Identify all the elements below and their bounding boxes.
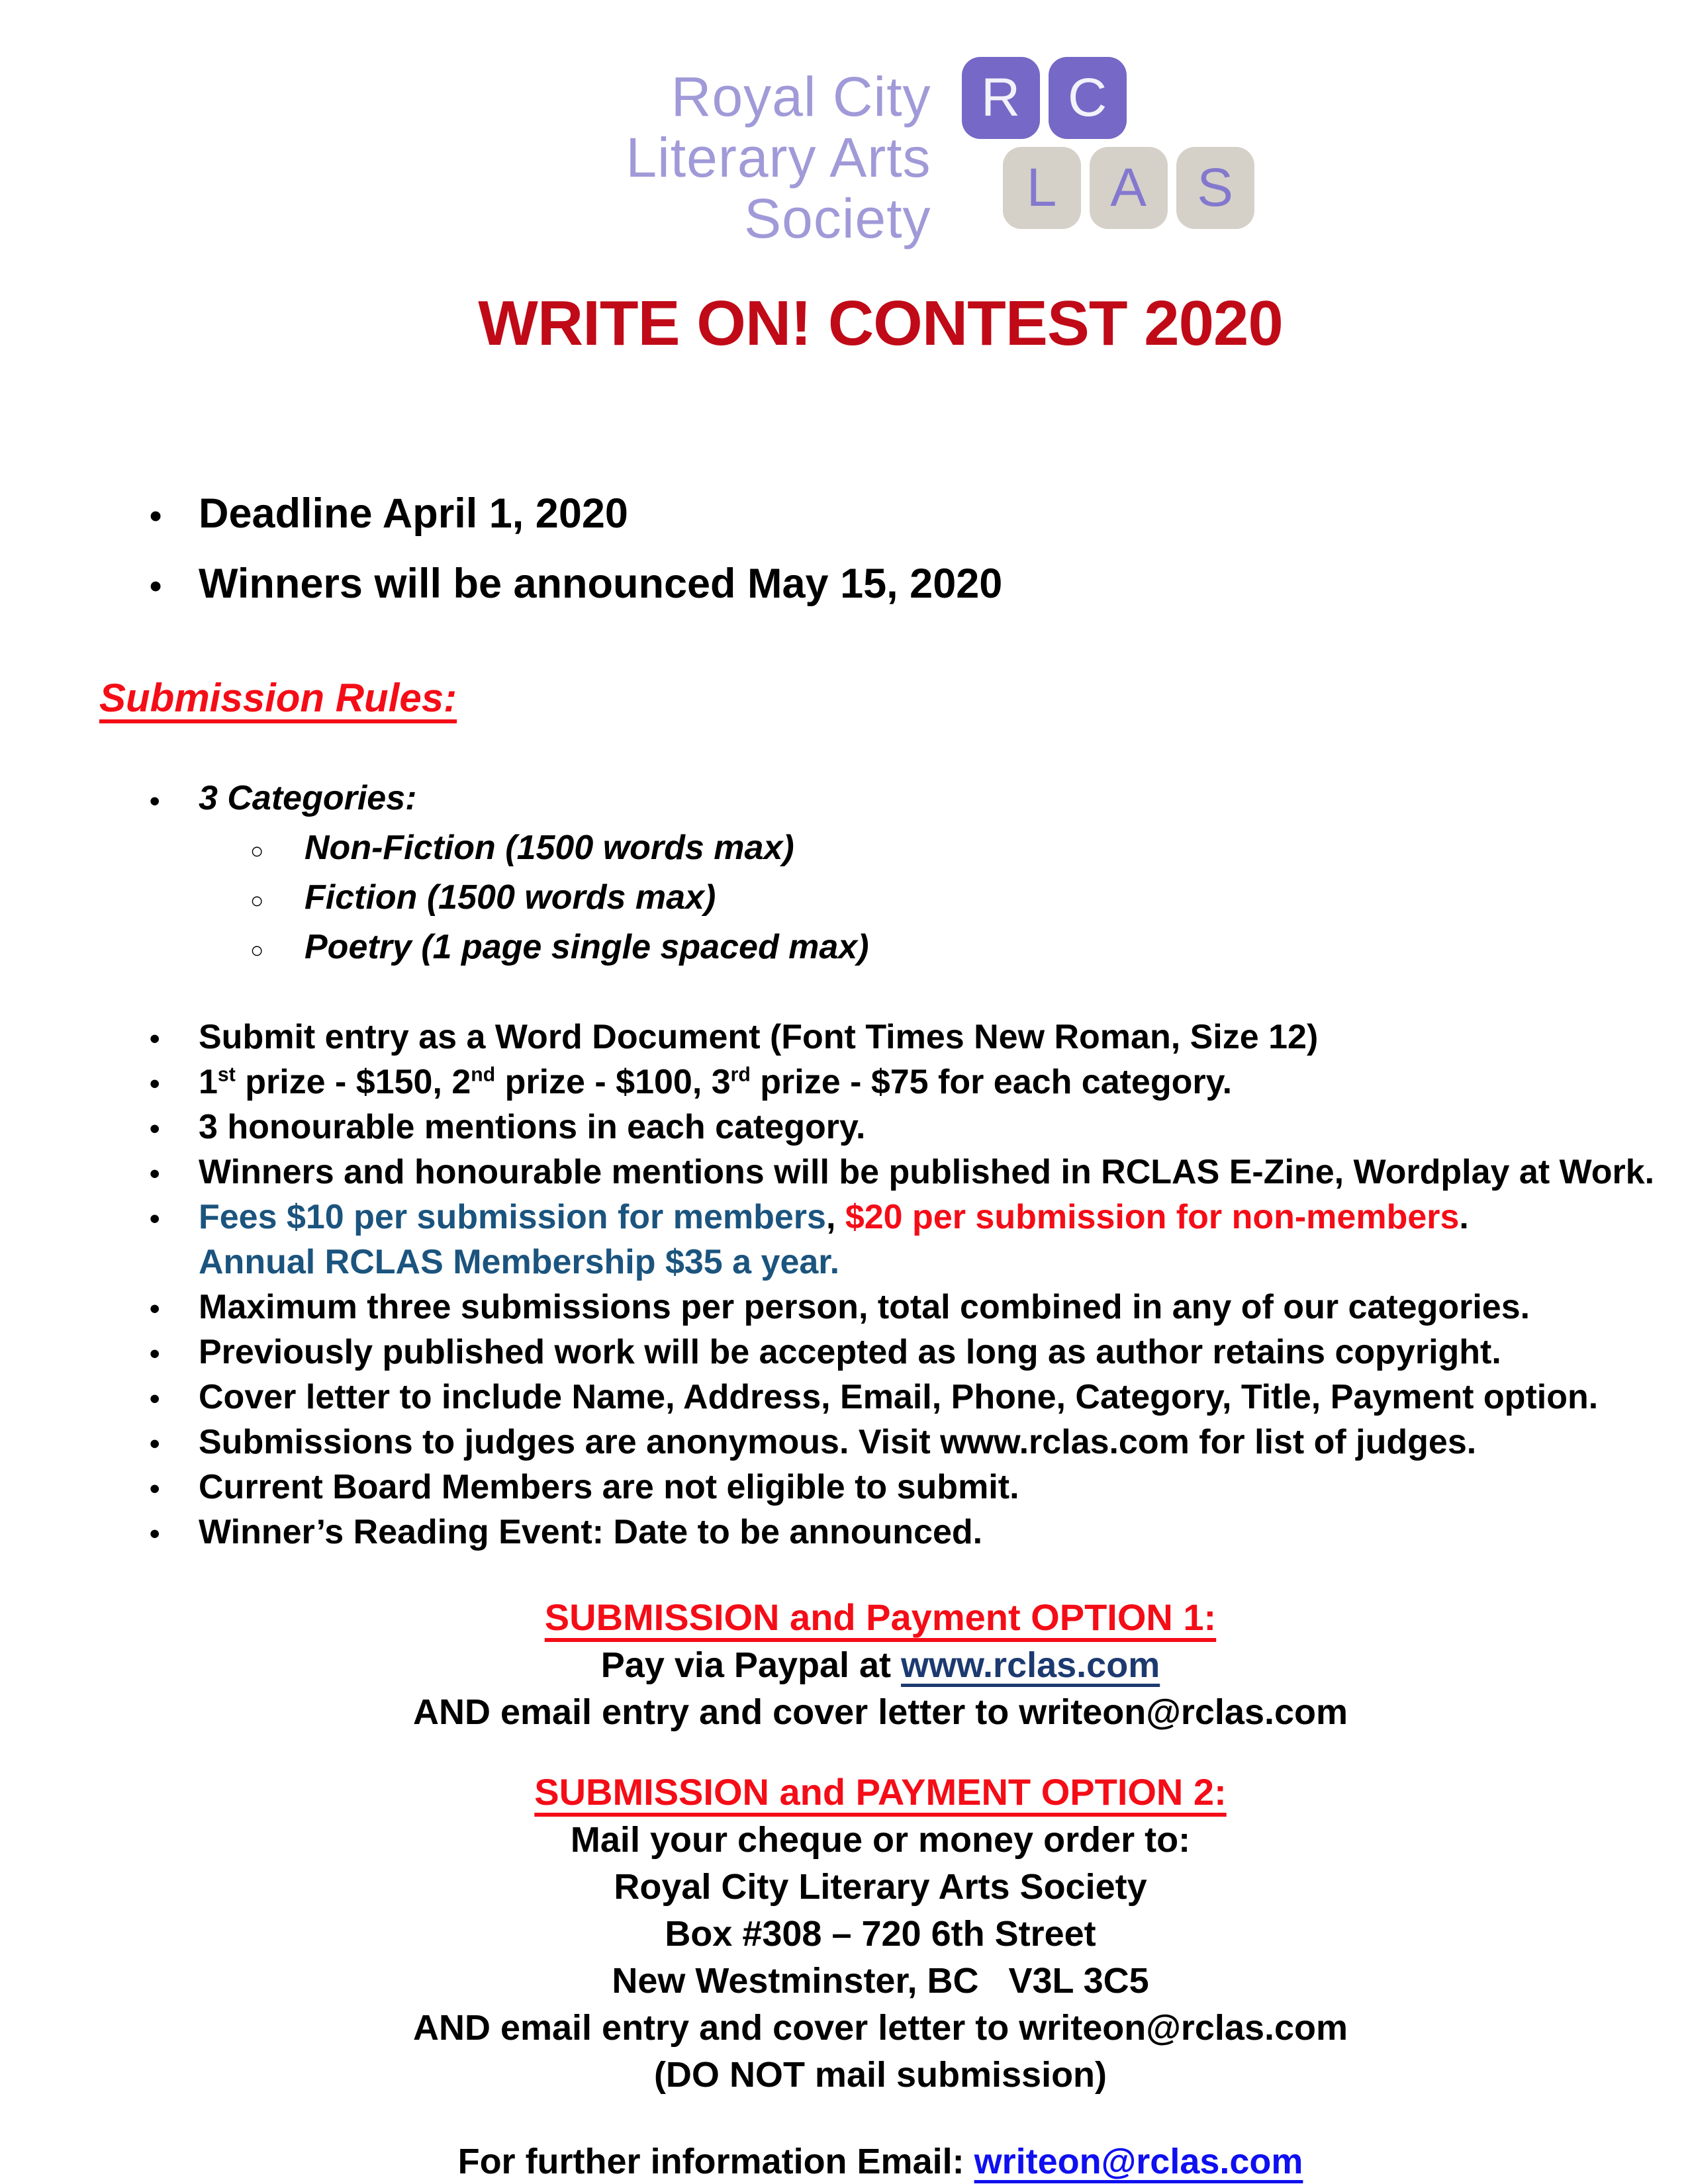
bullet-honourable-mentions (99, 1105, 1662, 1150)
logo-tile-r: R (962, 57, 1040, 139)
option1-paypal-line (99, 1642, 1662, 1689)
logo-tile-a: A (1090, 147, 1168, 229)
categories-list (99, 774, 1662, 972)
category-poetry-text: Poetry (1 page single spaced max) (305, 928, 869, 966)
bullet-cover-letter (99, 1375, 1662, 1420)
cover-letter-text: Cover letter to include Name, Address, Email, Phone, Category, Title, Payment option. (199, 1378, 1599, 1416)
rclas-website-link[interactable]: www.rclas.com (901, 1645, 1160, 1685)
bullet-winners-announcement (99, 560, 1662, 608)
prize-sup-nd: nd (471, 1064, 496, 1086)
max-submissions-text: Maximum three submissions per person, total combined in any of our categories. (199, 1288, 1530, 1326)
categories-label-text: 3 Categories: (199, 779, 417, 817)
option2-heading-text: SUBMISSION and PAYMENT OPTION 2: (534, 1771, 1227, 1813)
submission-rules-heading (99, 675, 1662, 721)
bullet-category-poetry (99, 923, 1662, 972)
bullet-winners-reading-event (99, 1510, 1662, 1555)
deadline-text: Deadline April 1, 2020 (199, 490, 628, 537)
prize-text: prize - $100, 3 (495, 1063, 731, 1101)
prize-sup-st: st (217, 1064, 236, 1086)
winners-reading-event-text: Winner’s Reading Event: Date to be announced. (199, 1513, 983, 1551)
submission-option-2 (99, 1768, 1662, 2099)
logo-tile-row-top (962, 57, 1254, 139)
logo-org-name (626, 66, 931, 249)
option2-mail-instruction-line: Mail your cheque or money order to: (570, 1820, 1191, 1860)
logo-org-line-2: Literary Arts (626, 126, 931, 189)
rclas-logo (159, 66, 1688, 249)
option1-heading-text: SUBMISSION and Payment OPTION 1: (544, 1596, 1217, 1638)
option1-email-line: AND email entry and cover letter to writeon@rclas.com (412, 1692, 1348, 1732)
footer-contact-text: For further information Email: (457, 2142, 974, 2181)
bullet-submit-format (99, 1015, 1662, 1060)
winners-announcement-text: Winners will be announced May 15, 2020 (199, 561, 1003, 607)
option2-box-address-line: Box #308 – 720 6th Street (665, 1914, 1096, 1954)
contact-email-link[interactable]: writeon@rclas.com (974, 2142, 1303, 2181)
honourable-mentions-text: 3 honourable mentions in each category. (199, 1108, 866, 1146)
bullet-category-fiction (99, 873, 1662, 923)
bullet-prizes (99, 1060, 1662, 1105)
bullet-deadline (99, 490, 1662, 537)
submit-format-text: Submit entry as a Word Document (Font Times New Roman, Size 12) (199, 1018, 1319, 1056)
bullet-fees (99, 1195, 1662, 1285)
bullet-publication (99, 1150, 1662, 1195)
prize-text: prize - $150, 2 (235, 1063, 471, 1101)
option2-email-line: AND email entry and cover letter to writeon@rclas.com (412, 2008, 1348, 2048)
fees-period-text: . (1459, 1198, 1469, 1236)
publication-text: Winners and honourable mentions will be published in RCLAS E-Zine, Wordplay at Work. (199, 1153, 1655, 1191)
bullet-board-members (99, 1465, 1662, 1510)
contest-title: WRITE ON! CONTEST 2020 (478, 288, 1283, 359)
submission-rules-heading-text: Submission Rules: (99, 676, 457, 720)
footer-contact (99, 2141, 1662, 2182)
prize-text: prize - $75 for each category. (750, 1063, 1233, 1101)
logo-tile-c: C (1049, 57, 1127, 139)
bullet-anonymous-judging (99, 1420, 1662, 1465)
category-fiction-text: Fiction (1500 words max) (305, 878, 716, 917)
prize-text: 1 (199, 1063, 218, 1101)
option2-no-mail-line: (DO NOT mail submission) (653, 2055, 1107, 2095)
option2-city-postal-line: New Westminster, BC V3L 3C5 (612, 1961, 1149, 2001)
logo-org-line-1: Royal City (671, 66, 931, 128)
bullet-category-nonfiction (99, 823, 1662, 873)
logo-tile-s: S (1176, 147, 1254, 229)
option1-paypal-text: Pay via Paypal at (600, 1645, 902, 1685)
rules-list (99, 1015, 1662, 1555)
previously-published-text: Previously published work will be accepted as long as author retains copyright. (199, 1333, 1501, 1371)
prize-sup-rd: rd (730, 1064, 751, 1086)
bullet-previously-published (99, 1330, 1662, 1375)
intro-bullet-list (99, 490, 1662, 608)
fees-nonmembers-text: $20 per submission for non-members (845, 1198, 1460, 1236)
submission-option-1 (99, 1593, 1662, 1736)
logo-tile-row-bottom (1003, 147, 1254, 229)
option2-heading (99, 1768, 1662, 1817)
logo-org-line-3: Society (744, 187, 931, 250)
board-members-text: Current Board Members are not eligible to submit. (199, 1468, 1019, 1506)
bullet-max-submissions (99, 1285, 1662, 1330)
category-nonfiction-text: Non-Fiction (1500 words max) (305, 829, 794, 867)
logo-tiles (962, 57, 1254, 229)
logo-tile-l: L (1003, 147, 1081, 229)
anonymous-judging-text: Submissions to judges are anonymous. Visit www.rclas.com for list of judges. (199, 1423, 1477, 1461)
fees-separator-text: , (825, 1198, 845, 1236)
bullet-categories-label (99, 774, 1662, 823)
membership-fee-text: Annual RCLAS Membership $35 a year. (199, 1243, 840, 1281)
option2-org-name-line: Royal City Literary Arts Society (614, 1867, 1147, 1907)
option1-heading (99, 1593, 1662, 1642)
fees-members-text: Fees $10 per submission for members (199, 1198, 826, 1236)
